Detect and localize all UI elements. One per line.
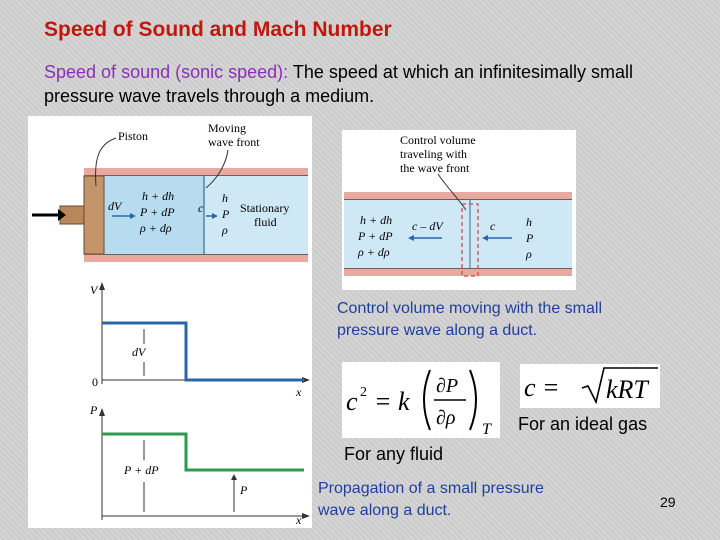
p-axis-label: P [90,403,98,417]
control-volume-panel [342,130,576,290]
ideal-gas-formula-panel [520,364,660,408]
p-lower-label: P [240,483,248,497]
rho-drho-label: ρ + dρ [140,221,172,235]
definition-text: The speed at which an infinitesimally small pressure wave travels through a medium. [44,62,634,106]
rho-label: ρ [222,223,228,237]
moving-label-line2: wave front [208,135,260,149]
v-x-label: x [296,385,302,399]
formula-denominator: ∂ρ [436,407,456,429]
cv-label-line3: the wave front [400,161,470,175]
cv-c-label: c [490,219,496,233]
moving-label-line1: Moving [208,121,247,135]
cv-h-label: h [526,215,532,229]
cv-duct-bottom-wall [344,268,572,276]
formula-subscript: T [482,421,491,438]
cv-caption: Control volume moving with the small pressure wave along a duct. [337,300,602,339]
P-dP-label: P + dP [140,205,175,219]
formula-c: c [346,387,358,416]
any-fluid-formula-svg [342,362,500,438]
duct-bottom-wall [84,254,308,262]
formula-equals-k: = k [374,387,410,416]
piston-label: Piston [118,129,149,143]
any-fluid-formula-panel [342,362,500,438]
cv-P-dP-label: P + dP [358,229,393,243]
piston-figure-svg [28,116,312,528]
v-step-label: dV [132,345,146,359]
duct-top-wall [84,168,308,176]
p-x-label: x [296,513,302,527]
definition-term: Speed of sound (sonic speed): [44,62,289,82]
cv-rho-label: ρ [526,247,532,261]
cv-label-line1: Control volume [400,133,476,147]
stationary-label-line1: Stationary [240,201,290,215]
propagation-caption: Propagation of a small pressure wave along a duct. [318,480,544,519]
cv-label-line2: traveling with [400,147,467,161]
stationary-label-line2: fluid [254,215,277,229]
piston-head [84,176,104,254]
formula-exponent: 2 [360,385,367,400]
ideal-gas-formula-svg [520,364,660,408]
any-fluid-label: For any fluid [344,444,444,464]
cv-rho-drho-label: ρ + dρ [358,245,390,259]
definition-paragraph [44,60,684,108]
slide-title: Speed of Sound and Mach Number [44,18,392,41]
dV-label: dV [108,199,122,213]
ideal-formula-rhs: kRT [606,375,648,404]
v-axis-label: V [90,283,98,297]
page-number: 29 [660,494,676,510]
piston-figure-panel [28,116,312,528]
cv-c-dV-label: c – dV [412,219,443,233]
ideal-formula-lhs: c = [524,373,560,402]
control-volume-svg [342,130,576,290]
p-upper-label: P + dP [124,463,159,477]
formula-left-paren [424,370,430,430]
c-label: c [198,201,204,215]
formula-right-paren [470,370,476,430]
v-zero-label: 0 [92,375,98,389]
P-label: P [222,207,230,221]
h-label: h [222,191,228,205]
ideal-gas-label: For an ideal gas [518,414,648,434]
h-dh-label: h + dh [142,189,175,203]
formula-numerator: ∂P [436,375,459,397]
cv-P-label: P [526,231,534,245]
cv-h-dh-label: h + dh [360,213,393,227]
